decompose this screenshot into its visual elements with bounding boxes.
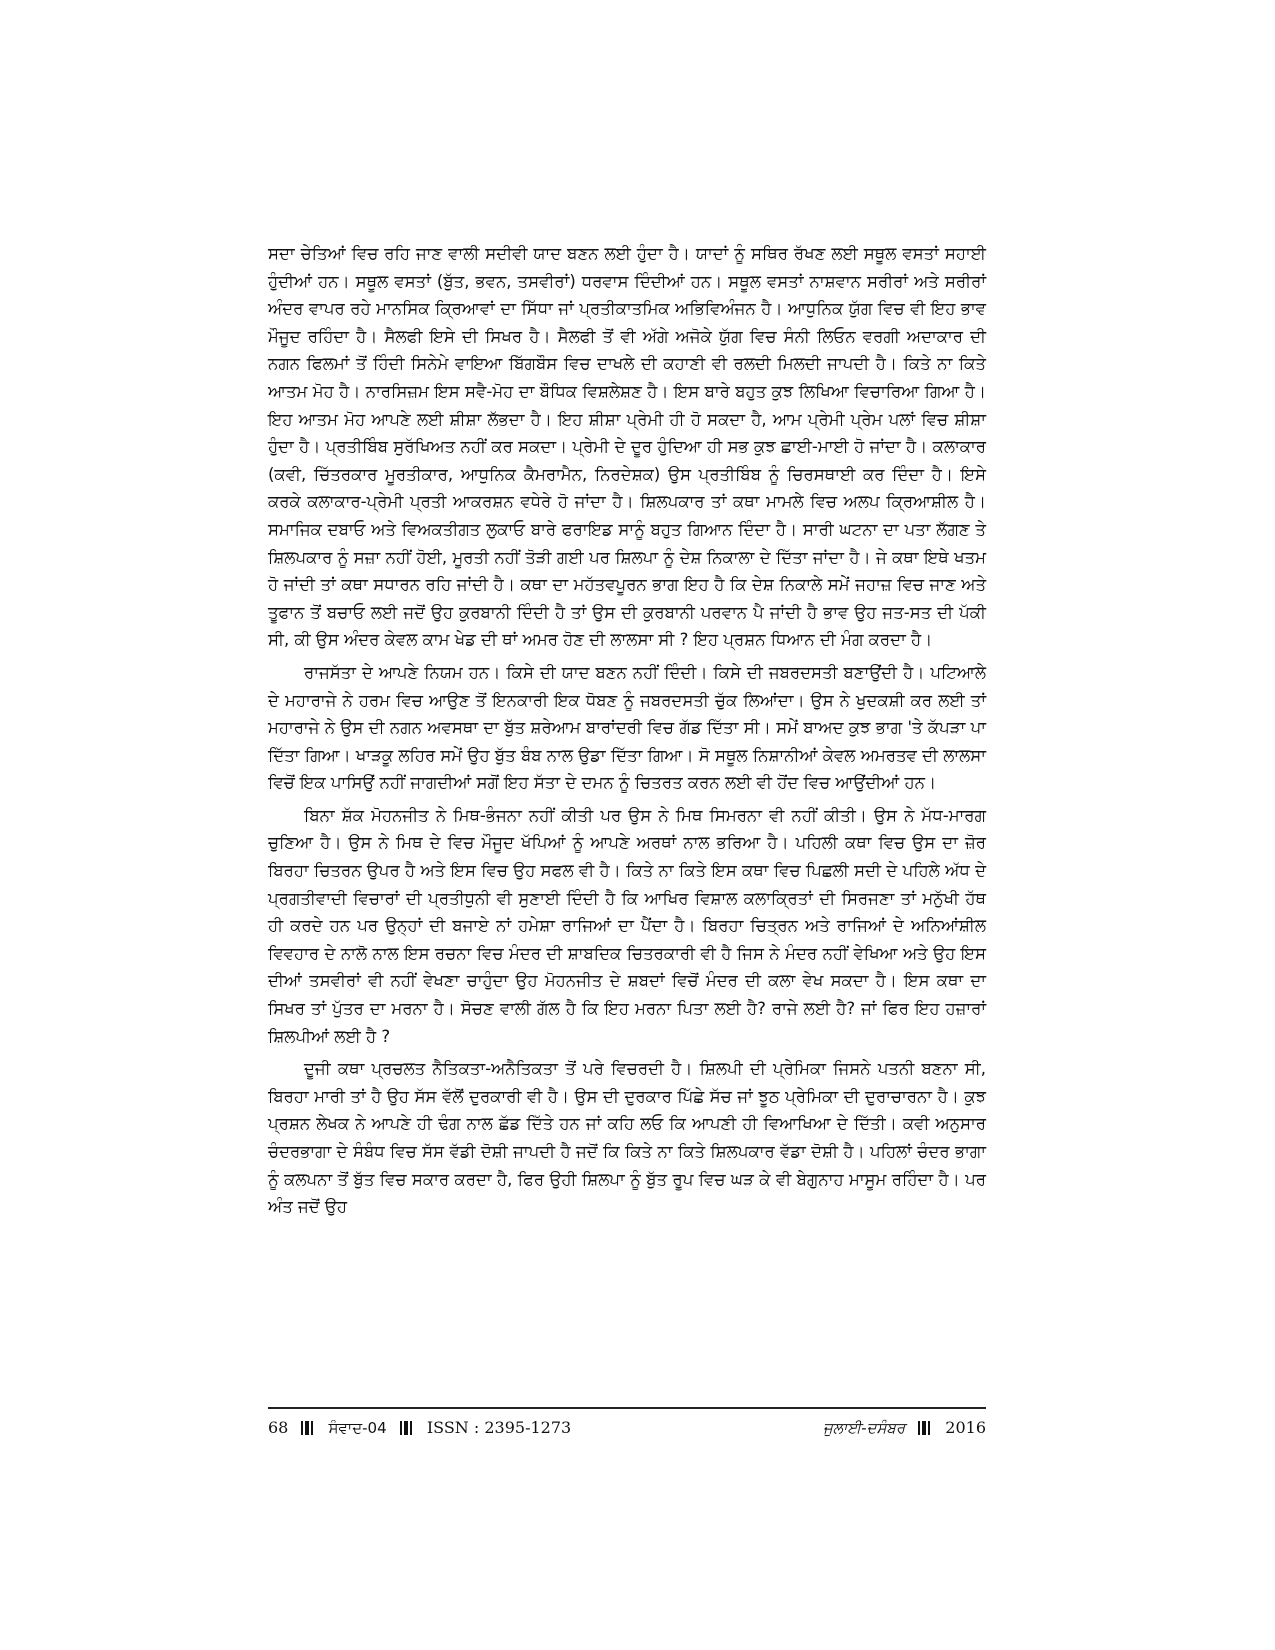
footer-right (823, 1418, 986, 1439)
page-footer (268, 1418, 986, 1446)
paragraph-4: ਦੂਜੀ ਕਥਾ ਪ੍ਰਚਲਤ ਨੈਤਿਕਤਾ-ਅਨੈਤਿਕਤਾ ਤੋਂ ਪਰੇ ਵਿਚਰਦੀ ਹੈ। ਸ਼ਿਲਪੀ ਦੀ ਪ੍ਰੇਮਿਕਾ ਜਿਸਨੇ ਪਤਨੀ ਬਣਨਾ ਸੀ, ਬਿਰਹਾ ਮਾਰੀ ਤਾਂ ਹੈ ਉਹ ਸੱਸ ਵੱਲੋਂ ਦੁਰਕਾਰੀ ਵੀ ਹੈ। ਉਸ ਦੀ ਦੁਰਕਾਰ ਪਿੱਛੇ ਸੱਚ ਜਾਂ ਝੂਠ ਪ੍ਰੇਮਿਕਾ ਦੀ ਦੁਰਾਚਾਰਨਾ ਹੈ। ਕੁਝ ਪ੍ਰਸ਼ਨ ਲੇਖਕ ਨੇ ਆਪਣੇ ਹੀ ਢੰਗ ਨਾਲ ਛੱਡ ਦਿੱਤੇ ਹਨ ਜਾਂ ਕਹਿ ਲਓ ਕਿ ਆਪਣੀ ਹੀ ਵਿਆਖਿਆ ਦੇ ਦਿੱਤੀ। ਕਵੀ ਅਨੁਸਾਰ ਚੰਦਰਭਾਗਾ ਦੇ ਸੰਬੰਧ ਵਿਚ ਸੱਸ ਵੱਡੀ ਦੋਸ਼ੀ ਜਾਪਦੀ ਹੈ ਜਦੋਂ ਕਿ ਕਿਤੇ ਨਾ ਕਿਤੇ ਸ਼ਿਲਪਕਾਰ ਵੱਡਾ ਦੋਸ਼ੀ ਹੈ। ਪਹਿਲਾਂ ਚੰਦਰ ਭਾਗਾ ਨੂੰ ਕਲਪਨਾ ਤੋਂ ਬੁੱਤ ਵਿਚ ਸਕਾਰ ਕਰਦਾ ਹੈ, ਫਿਰ ਉਹੀ ਸ਼ਿਲਪਾ ਨੂੰ ਬੁੱਤ ਰੂਪ ਵਿਚ ਘੜ ਕੇ ਵੀ ਬੇਗੁਨਾਹ ਮਾਸੂਮ ਰਹਿੰਦਾ ਹੈ। ਪਰ ਅੰਤ ਜਦੋਂ ਉਹ (268, 1059, 986, 1217)
footer-divider (268, 1407, 986, 1409)
paragraph-1: ਸਦਾ ਚੇਤਿਆਂ ਵਿਚ ਰਹਿ ਜਾਣ ਵਾਲੀ ਸਦੀਵੀ ਯਾਦ ਬਣਨ ਲਈ ਹੁੰਦਾ ਹੈ। ਯਾਦਾਂ ਨੂੰ ਸਥਿਰ ਰੱਖਣ ਲਈ ਸਥੂਲ ਵਸਤਾਂ ਸਹਾਈ ਹੁੰਦੀਆਂ ਹਨ। ਸਥੂਲ ਵਸਤਾਂ (ਬੁੱਤ, ਭਵਨ, ਤਸਵੀਰਾਂ) ਧਰਵਾਸ ਦਿੰਦੀਆਂ ਹਨ। ਸਥੂਲ ਵਸਤਾਂ ਨਾਸ਼ਵਾਨ ਸਰੀਰਾਂ ਅਤੇ ਸਰੀਰਾਂ ਅੰਦਰ ਵਾਪਰ ਰਹੇ ਮਾਨਸਿਕ ਕ੍ਰਿਆਵਾਂ ਦਾ ਸਿੱਧਾ ਜਾਂ ਪ੍ਰਤੀਕਾਤਮਿਕ ਅਭਿਵਿਅੰਜਨ ਹੈ। ਆਧੁਨਿਕ ਯੁੱਗ ਵਿਚ ਵੀ ਇਹ ਭਾਵ ਮੌਜੂਦ ਰਹਿੰਦਾ ਹੈ। ਸੈਲਫੀ ਇਸੇ ਦੀ ਸਿਖਰ ਹੈ। ਸੈਲਫੀ ਤੋਂ ਵੀ ਅੱਗੇ ਅਜੋਕੇ ਯੁੱਗ ਵਿਚ ਸੰਨੀ ਲਿਓਨ ਵਰਗੀ ਅਦਾਕਾਰ ਦੀ ਨਗਨ ਫਿਲਮਾਂ ਤੋਂ ਹਿੰਦੀ ਸਿਨੇਮੇ ਵਾਇਆ ਬਿੱਗਬੌਸ ਵਿਚ ਦਾਖਲੇ ਦੀ ਕਹਾਣੀ ਵੀ ਰਲਦੀ ਮਿਲਦੀ ਜਾਪਦੀ ਹੈ। ਕਿਤੇ ਨਾ ਕਿਤੇ ਆਤਮ ਮੋਹ ਹੈ। ਨਾਰਸਿਜ਼ਮ ਇਸ ਸਵੈ-ਮੋਹ ਦਾ ਬੌਧਿਕ ਵਿਸ਼ਲੇਸ਼ਣ ਹੈ। ਇਸ ਬਾਰੇ ਬਹੁਤ ਕੁਝ ਲਿਖਿਆ ਵਿਚਾਰਿਆ ਗਿਆ ਹੈ। ਇਹ ਆਤਮ ਮੋਹ ਆਪਣੇ ਲਈ ਸ਼ੀਸ਼ਾ ਲੱਭਦਾ ਹੈ। ਇਹ ਸ਼ੀਸ਼ਾ ਪ੍ਰੇਮੀ ਹੀ ਹੋ ਸਕਦਾ ਹੈ, ਆਮ ਪ੍ਰੇਮੀ ਪ੍ਰੇਮ ਪਲਾਂ ਵਿਚ ਸ਼ੀਸ਼ਾ ਹੁੰਦਾ ਹੈ। ਪ੍ਰਤੀਬਿੰਬ ਸੁਰੱਖਿਅਤ ਨਹੀਂ ਕਰ ਸਕਦਾ। ਪ੍ਰੇਮੀ ਦੇ ਦੂਰ ਹੁੰਦਿਆ ਹੀ ਸਭ ਕੁਝ ਛਾਈ-ਮਾਈ ਹੋ ਜਾਂਦਾ ਹੈ। ਕਲਾਕਾਰ (ਕਵੀ, ਚਿੱਤਰਕਾਰ ਮੂਰਤੀਕਾਰ, ਆਧੁਨਿਕ ਕੈਮਰਾਮੈਨ, ਨਿਰਦੇਸ਼ਕ) ਉਸ ਪ੍ਰਤੀਬਿੰਬ ਨੂੰ ਚਿਰਸਥਾਈ ਕਰ ਦਿੰਦਾ ਹੈ। ਇਸੇ ਕਰਕੇ ਕਲਾਕਾਰ-ਪ੍ਰੇਮੀ ਪ੍ਰਤੀ ਆਕਰਸ਼ਨ ਵਧੇਰੇ ਹੋ ਜਾਂਦਾ ਹੈ। ਸ਼ਿਲਪਕਾਰ ਤਾਂ ਕਥਾ ਮਾਮਲੇ ਵਿਚ ਅਲਪ ਕ੍ਰਿਆਸ਼ੀਲ ਹੈ। ਸਮਾਜਿਕ ਦਬਾਓ ਅਤੇ ਵਿਅਕਤੀਗਤ ਲੁਕਾਓ ਬਾਰੇ ਫਰਾਇਡ ਸਾਨੂੰ ਬਹੁਤ ਗਿਆਨ ਦਿੰਦਾ ਹੈ। ਸਾਰੀ ਘਟਨਾ ਦਾ ਪਤਾ ਲੱਗਣ ਤੇ ਸ਼ਿਲਪਕਾਰ ਨੂੰ ਸਜ਼ਾ ਨਹੀਂ ਹੋਈ, ਮੂਰਤੀ ਨਹੀਂ ਤੋੜੀ ਗਈ ਪਰ ਸ਼ਿਲਪਾ ਨੂੰ ਦੇਸ਼ ਨਿਕਾਲਾ ਦੇ ਦਿੱਤਾ ਜਾਂਦਾ ਹੈ। ਜੇ ਕਥਾ ਇਥੇ ਖਤਮ ਹੋ ਜਾਂਦੀ ਤਾਂ ਕਥਾ ਸਧਾਰਨ ਰਹਿ ਜਾਂਦੀ ਹੈ। ਕਥਾ ਦਾ ਮਹੱਤਵਪੂਰਨ ਭਾਗ ਇਹ ਹੈ ਕਿ ਦੇਸ਼ ਨਿਕਾਲੇ ਸਮੇਂ ਜਹਾਜ਼ ਵਿਚ ਜਾਣ ਅਤੇ ਤੂਫਾਨ ਤੋਂ ਬਚਾਓ ਲਈ ਜਦੋਂ ਉਹ ਕੁਰਬਾਨੀ ਦਿੰਦੀ ਹੈ ਤਾਂ ਉਸ ਦੀ ਕੁਰਬਾਨੀ ਪਰਵਾਨ ਪੈ ਜਾਂਦੀ ਹੈ ਭਾਵ ਉਹ ਜਤ-ਸਤ ਦੀ ਪੱਕੀ ਸੀ, ਕੀ ਉਸ ਅੰਦਰ ਕੇਵਲ ਕਾਮ ਖੇਡ ਦੀ ਥਾਂ ਅਮਰ ਹੋਣ ਦੀ ਲਾਲਸਾ ਸੀ ? ਇਹ ਪ੍ਰਸ਼ਨ ਧਿਆਨ ਦੀ ਮੰਗ ਕਰਦਾ ਹੈ। (268, 244, 986, 650)
page-number: 68 (268, 1418, 289, 1437)
article-body (268, 240, 986, 1221)
paragraph-2: ਰਾਜਸੱਤਾ ਦੇ ਆਪਣੇ ਨਿਯਮ ਹਨ। ਕਿਸੇ ਦੀ ਯਾਦ ਬਣਨ ਨਹੀਂ ਦਿੰਦੀ। ਕਿਸੇ ਦੀ ਜਬਰਦਸਤੀ ਬਣਾਉਂਦੀ ਹੈ। ਪਟਿਆਲੇ ਦੇ ਮਹਾਰਾਜੇ ਨੇ ਹਰਮ ਵਿਚ ਆਉਣ ਤੋਂ ਇਨਕਾਰੀ ਇਕ ਧੋਬਣ ਨੂੰ ਜਬਰਦਸਤੀ ਚੁੱਕ ਲਿਆਂਦਾ। ਉਸ ਨੇ ਖੁਦਕਸ਼ੀ ਕਰ ਲਈ ਤਾਂ ਮਹਾਰਾਜੇ ਨੇ ਉਸ ਦੀ ਨਗਨ ਅਵਸਥਾ ਦਾ ਬੁੱਤ ਸ਼ਰੇਆਮ ਬਾਰਾਂਦਰੀ ਵਿਚ ਗੱਡ ਦਿੱਤਾ ਸੀ। ਸਮੇਂ ਬਾਅਦ ਕੁਝ ਭਾਗ 'ਤੇ ਕੱਪੜਾ ਪਾ ਦਿੱਤਾ ਗਿਆ। ਖਾੜਕੂ ਲਹਿਰ ਸਮੇਂ ਉਹ ਬੁੱਤ ਬੰਬ ਨਾਲ ਉਡਾ ਦਿੱਤਾ ਗਿਆ। ਸੋ ਸਥੂਲ ਨਿਸ਼ਾਨੀਆਂ ਕੇਵਲ ਅਮਰਤਵ ਦੀ ਲਾਲਸਾ ਵਿਚੋਂ ਇਕ ਪਾਸਿਉਂ ਨਹੀਂ ਜਾਗਦੀਆਂ ਸਗੋਂ ਇਹ ਸੱਤਾ ਦੇ ਦਮਨ ਨੂੰ ਚਿਤਰਤ ਕਰਨ ਲਈ ਵੀ ਹੋਂਦ ਵਿਚ ਆਉਂਦੀਆਂ ਹਨ। (268, 662, 986, 793)
separator-bars-icon (918, 1420, 932, 1439)
separator-bars-icon (301, 1420, 315, 1439)
issue-year: 2016 (945, 1418, 986, 1437)
issn: ISSN : 2395-1273 (426, 1418, 572, 1437)
paragraph-3: ਬਿਨਾ ਸ਼ੱਕ ਮੋਹਨਜੀਤ ਨੇ ਮਿਥ-ਭੰਜਨਾ ਨਹੀਂ ਕੀਤੀ ਪਰ ਉਸ ਨੇ ਮਿਥ ਸਿਮਰਨਾ ਵੀ ਨਹੀਂ ਕੀਤੀ। ਉਸ ਨੇ ਮੱਧ-ਮਾਰਗ ਚੁਣਿਆ ਹੈ। ਉਸ ਨੇ ਮਿਥ ਦੇ ਵਿਚ ਮੌਜੂਦ ਖੱਪਿਆਂ ਨੂੰ ਆਪਣੇ ਅਰਥਾਂ ਨਾਲ ਭਰਿਆ ਹੈ। ਪਹਿਲੀ ਕਥਾ ਵਿਚ ਉਸ ਦਾ ਜ਼ੋਰ ਬਿਰਹਾ ਚਿਤਰਨ ਉਪਰ ਹੈ ਅਤੇ ਇਸ ਵਿਚ ਉਹ ਸਫਲ ਵੀ ਹੈ। ਕਿਤੇ ਨਾ ਕਿਤੇ ਇਸ ਕਥਾ ਵਿਚ ਪਿਛਲੀ ਸਦੀ ਦੇ ਪਹਿਲੇ ਅੱਧ ਦੇ ਪ੍ਰਗਤੀਵਾਦੀ ਵਿਚਾਰਾਂ ਦੀ ਪ੍ਰਤੀਧੁਨੀ ਵੀ ਸੁਣਾਈ ਦਿੰਦੀ ਹੈ ਕਿ ਆਖਿਰ ਵਿਸ਼ਾਲ ਕਲਾਕ੍ਰਿਤਾਂ ਦੀ ਸਿਰਜਣਾ ਤਾਂ ਮਨੁੱਖੀ ਹੱਥ ਹੀ ਕਰਦੇ ਹਨ ਪਰ ਉਨ੍ਹਾਂ ਦੀ ਬਜਾਏ ਨਾਂ ਹਮੇਸ਼ਾ ਰਾਜਿਆਂ ਦਾ ਪੈਂਦਾ ਹੈ। ਬਿਰਹਾ ਚਿਤ੍ਰਨ ਅਤੇ ਰਾਜਿਆਂ ਦੇ ਅਨਿਆਂਸ਼ੀਲ ਵਿਵਹਾਰ ਦੇ ਨਾਲੋ ਨਾਲ ਇਸ ਰਚਨਾ ਵਿਚ ਮੰਦਰ ਦੀ ਸ਼ਾਬਦਿਕ ਚਿਤਰਕਾਰੀ ਵੀ ਹੈ ਜਿਸ ਨੇ ਮੰਦਰ ਨਹੀਂ ਵੇਖਿਆ ਅਤੇ ਉਹ ਇਸ ਦੀਆਂ ਤਸਵੀਰਾਂ ਵੀ ਨਹੀਂ ਵੇਖਣਾ ਚਾਹੁੰਦਾ ਉਹ ਮੋਹਨਜੀਤ ਦੇ ਸ਼ਬਦਾਂ ਵਿਚੋਂ ਮੰਦਰ ਦੀ ਕਲਾ ਵੇਖ ਸਕਦਾ ਹੈ। ਇਸ ਕਥਾ ਦਾ ਸਿਖਰ ਤਾਂ ਪੁੱਤਰ ਦਾ ਮਰਨਾ ਹੈ। ਸੋਚਣ ਵਾਲੀ ਗੱਲ ਹੈ ਕਿ ਇਹ ਮਰਨਾ ਪਿਤਾ ਲਈ ਹੈ? ਰਾਜੇ ਲਈ ਹੈ? ਜਾਂ ਫਿਰ ਇਹ ਹਜ਼ਾਰਾਂ ਸ਼ਿਲਪੀਆਂ ਲਈ ਹੈ ? (268, 805, 986, 1046)
separator-bars-icon (400, 1420, 414, 1439)
issue-months: ਜੁਲਾਈ-ਦਸੰਬਰ (822, 1419, 906, 1437)
journal-name: ਸੰਵਾਦ-04 (328, 1419, 387, 1437)
footer-left (268, 1418, 571, 1439)
